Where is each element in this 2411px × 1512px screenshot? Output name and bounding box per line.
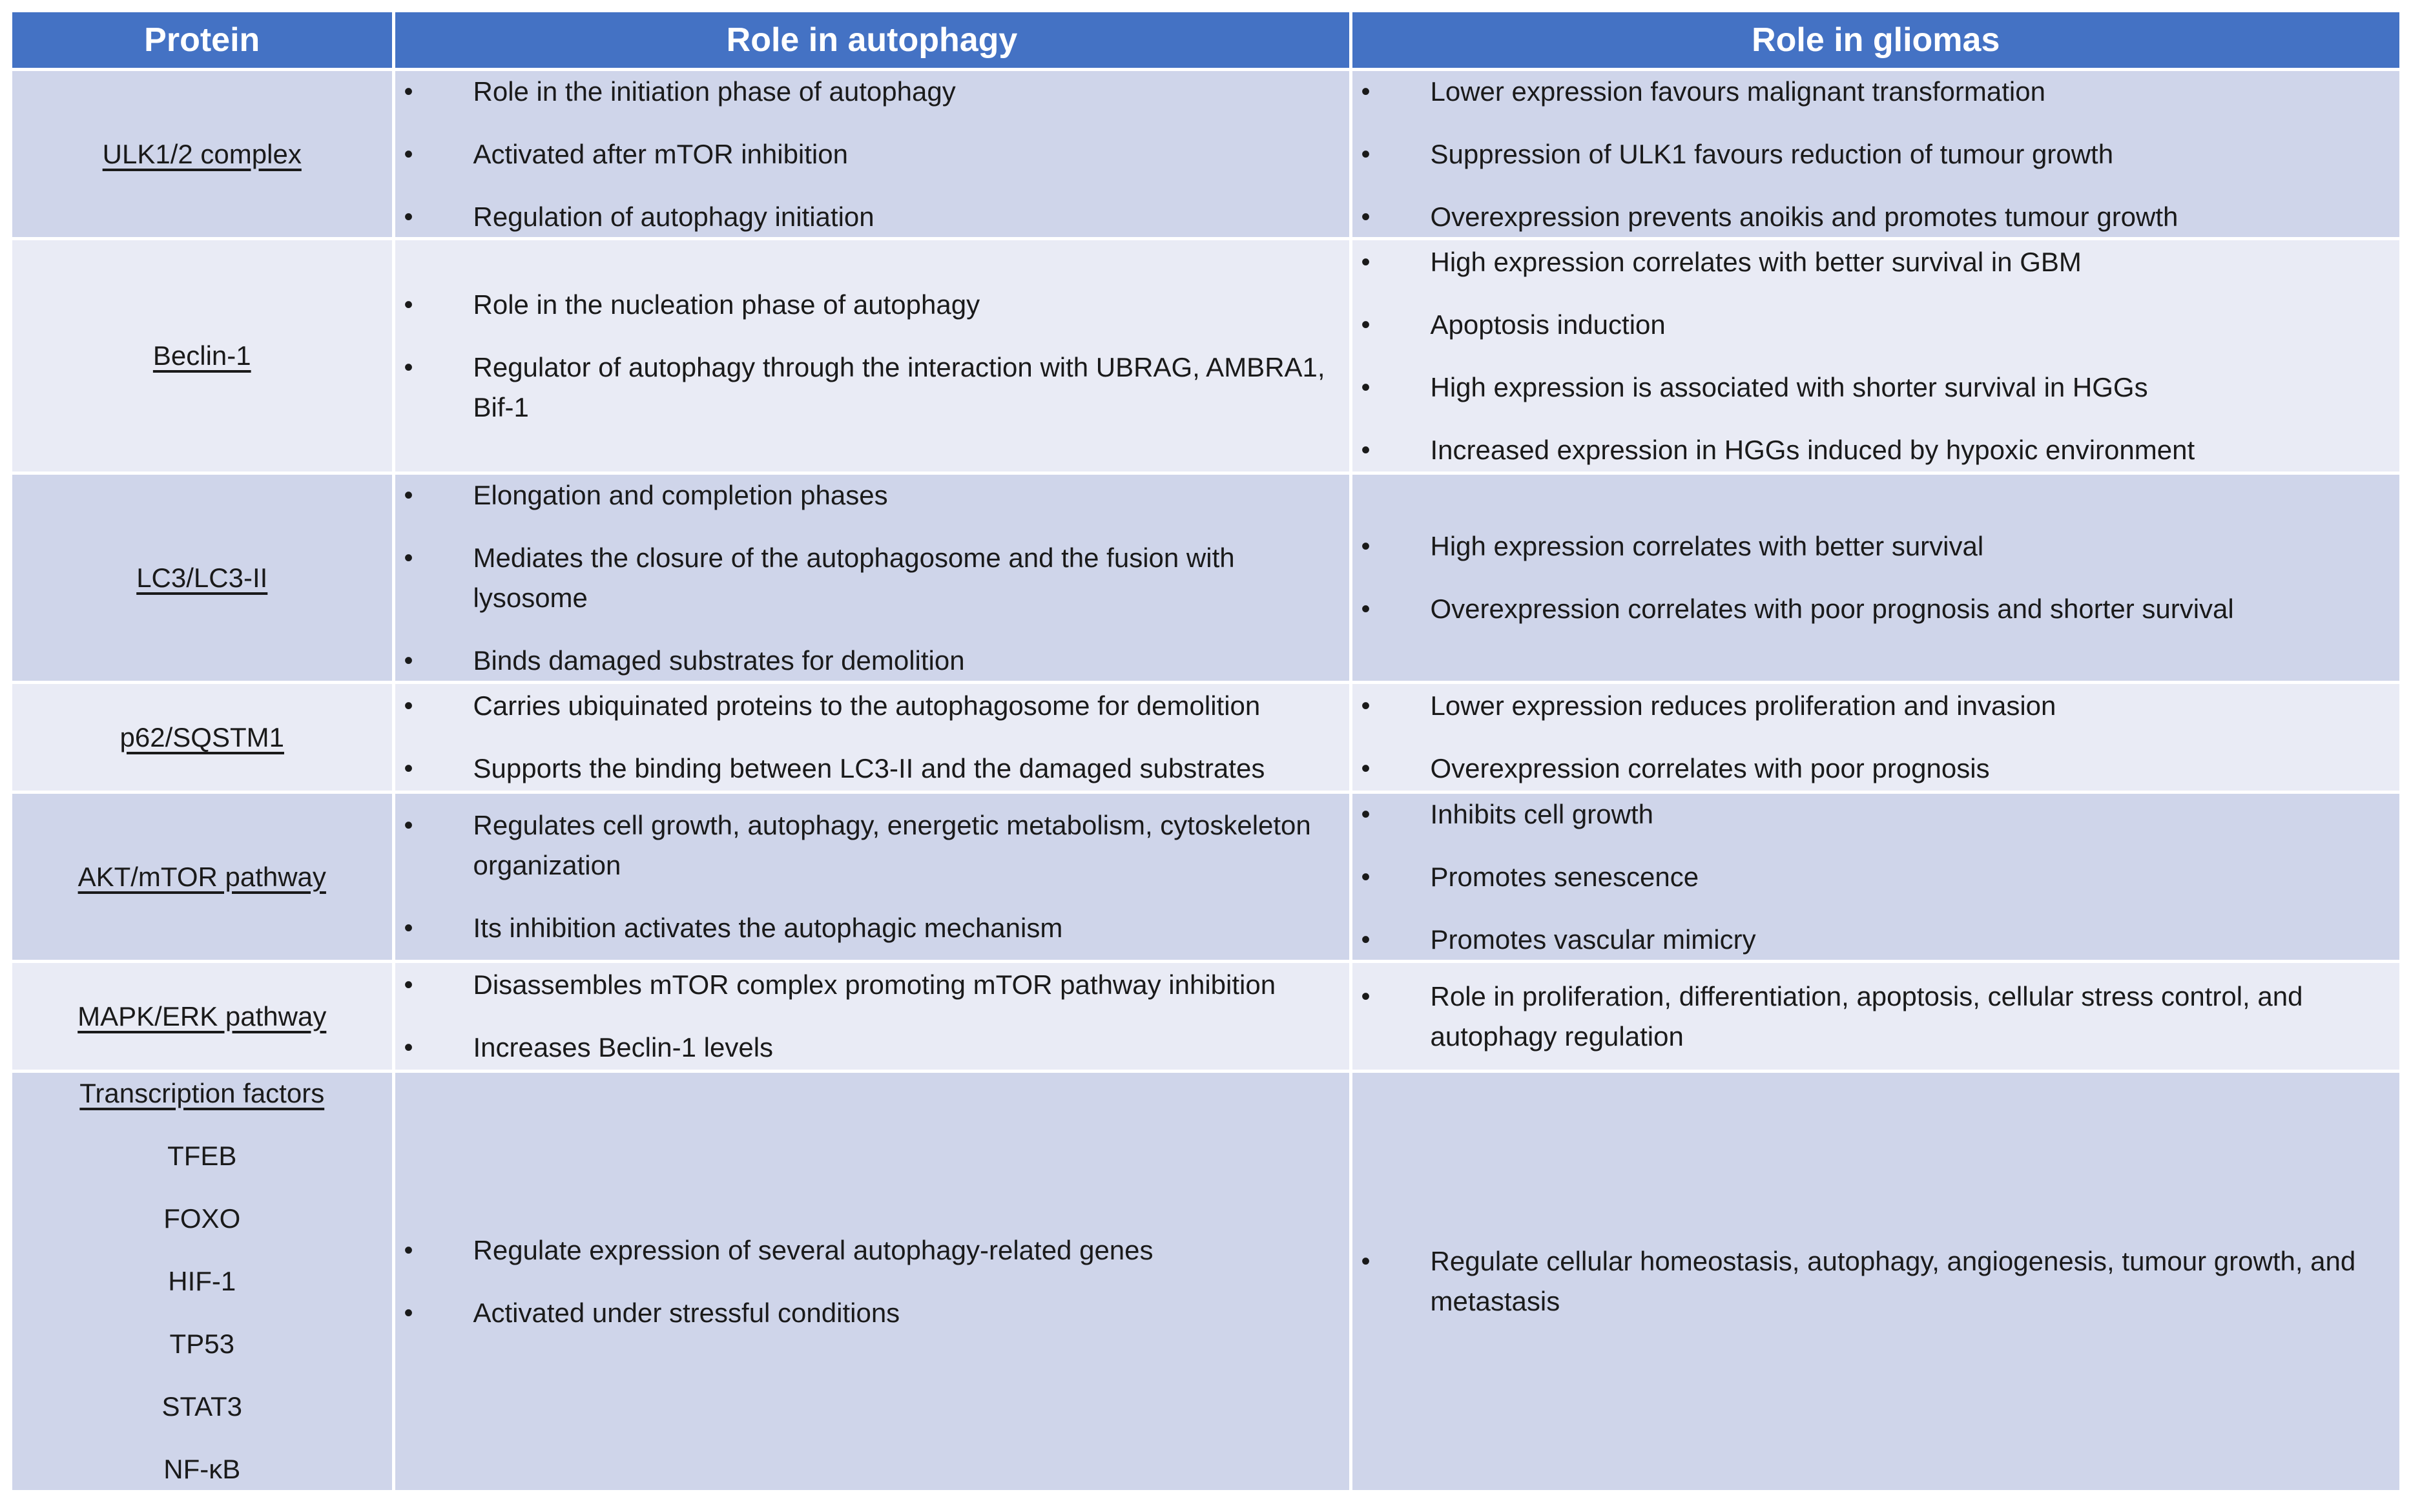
gliomas-cell [1350, 70, 2399, 239]
bullet-item: • Activated under stressful conditions [395, 1293, 1349, 1333]
bullet-item: • Apoptosis induction [1352, 305, 2400, 345]
protein-cell [12, 473, 393, 683]
gliomas-list [1352, 977, 2400, 1057]
protein-name: AKT/mTOR pathway [78, 861, 326, 892]
autophagy-list [395, 686, 1349, 789]
bullet-item: • Overexpression correlates with poor prognosis and shorter survival [1352, 589, 2400, 629]
autophagy-list [395, 805, 1349, 948]
protein-name: MAPK/ERK pathway [78, 1000, 327, 1031]
gliomas-list [1352, 72, 2400, 237]
bullet-item: • Inhibits cell growth [1352, 794, 2400, 834]
table-row [12, 962, 2399, 1072]
gliomas-cell [1350, 1072, 2399, 1492]
protein-cell [12, 792, 393, 962]
protein-cell [12, 962, 393, 1072]
protein-name: p62/SQSTM1 [119, 721, 284, 752]
bullet-item: • High expression is associated with shorter survival in HGGs [1352, 368, 2400, 408]
gliomas-cell [1350, 239, 2399, 473]
gliomas-list [1352, 686, 2400, 789]
transcription-factor: STAT3 [161, 1391, 242, 1422]
bullet-item: • Promotes senescence [1352, 857, 2400, 897]
bullet-item: • Carries ubiquinated proteins to the autophagosome for demolition [395, 686, 1349, 726]
autophagy-cell [393, 1072, 1350, 1492]
gliomas-cell [1350, 962, 2399, 1072]
autophagy-list [395, 475, 1349, 681]
table-row [12, 683, 2399, 792]
bullet-item: • Regulate expression of several autophagy-related genes [395, 1230, 1349, 1270]
bullet-item: • Regulates cell growth, autophagy, energetic metabolism, cytoskeleton organization [395, 805, 1349, 885]
autophagy-list [395, 1230, 1349, 1333]
header-role-in-gliomas: Role in gliomas [1350, 12, 2399, 70]
bullet-item: • High expression correlates with better survival in GBM [1352, 242, 2400, 282]
gliomas-list [1352, 242, 2400, 470]
bullet-item: • Increases Beclin-1 levels [395, 1028, 1349, 1068]
bullet-item: • Overexpression correlates with poor prognosis [1352, 749, 2400, 789]
protein-cell [12, 239, 393, 473]
autophagy-gliomas-table [12, 12, 2399, 1493]
protein-name: Transcription factors [79, 1078, 325, 1108]
bullet-item: • Lower expression reduces proliferation and invasion [1352, 686, 2400, 726]
transcription-factor: HIF-1 [168, 1266, 236, 1296]
transcription-factor: FOXO [163, 1203, 241, 1234]
header-row [12, 12, 2399, 70]
autophagy-list [395, 72, 1349, 237]
gliomas-list [1352, 794, 2400, 960]
transcription-factor: TFEB [167, 1141, 237, 1171]
transcription-factor: NF-κB [163, 1454, 241, 1484]
table-row [12, 1072, 2399, 1492]
autophagy-cell [393, 792, 1350, 962]
gliomas-list [1352, 526, 2400, 629]
bullet-item: • Its inhibition activates the autophagic mechanism [395, 908, 1349, 948]
bullet-item: • Increased expression in HGGs induced by hypoxic environment [1352, 430, 2400, 470]
autophagy-cell [393, 473, 1350, 683]
gliomas-list [1352, 1241, 2400, 1321]
bullet-item: • Regulator of autophagy through the interaction with UBRAG, AMBRA1, Bif-1 [395, 347, 1349, 428]
table-row [12, 473, 2399, 683]
bullet-item: • Role in proliferation, differentiation, apoptosis, cellular stress control, and autophagy regulation [1352, 977, 2400, 1057]
bullet-item: • Binds damaged substrates for demolition [395, 641, 1349, 681]
table-row [12, 239, 2399, 473]
protein-name: LC3/LC3-II [136, 562, 268, 593]
bullet-item: • Supports the binding between LC3-II and the damaged substrates [395, 749, 1349, 789]
gliomas-cell [1350, 683, 2399, 792]
bullet-item: • Suppression of ULK1 favours reduction of tumour growth [1352, 134, 2400, 174]
autophagy-list [395, 285, 1349, 428]
bullet-item: • Promotes vascular mimicry [1352, 920, 2400, 960]
transcription-factor: TP53 [169, 1329, 234, 1359]
protein-cell [12, 1072, 393, 1492]
bullet-item: • Elongation and completion phases [395, 475, 1349, 515]
autophagy-list [395, 965, 1349, 1068]
protein-name: Beclin-1 [152, 340, 251, 371]
protein-cell [12, 70, 393, 239]
bullet-item: • Role in the nucleation phase of autophagy [395, 285, 1349, 325]
protein-cell [12, 683, 393, 792]
protein-name: ULK1/2 complex [102, 138, 302, 169]
gliomas-cell [1350, 792, 2399, 962]
bullet-item: • Role in the initiation phase of autophagy [395, 72, 1349, 112]
bullet-item: • Regulate cellular homeostasis, autophagy, angiogenesis, tumour growth, and metastasis [1352, 1241, 2400, 1321]
table-row [12, 792, 2399, 962]
autophagy-cell [393, 962, 1350, 1072]
autophagy-cell [393, 683, 1350, 792]
autophagy-cell [393, 70, 1350, 239]
bullet-item: • Activated after mTOR inhibition [395, 134, 1349, 174]
header-role-in-autophagy: Role in autophagy [393, 12, 1350, 70]
bullet-item: • Regulation of autophagy initiation [395, 197, 1349, 237]
gliomas-cell [1350, 473, 2399, 683]
header-protein: Protein [12, 12, 393, 70]
bullet-item: • Disassembles mTOR complex promoting mTOR pathway inhibition [395, 965, 1349, 1005]
bullet-item: • Overexpression prevents anoikis and promotes tumour growth [1352, 197, 2400, 237]
bullet-item: • Lower expression favours malignant transformation [1352, 72, 2400, 112]
autophagy-cell [393, 239, 1350, 473]
table-row [12, 70, 2399, 239]
bullet-item: • Mediates the closure of the autophagosome and the fusion with lysosome [395, 538, 1349, 618]
bullet-item: • High expression correlates with better survival [1352, 526, 2400, 566]
